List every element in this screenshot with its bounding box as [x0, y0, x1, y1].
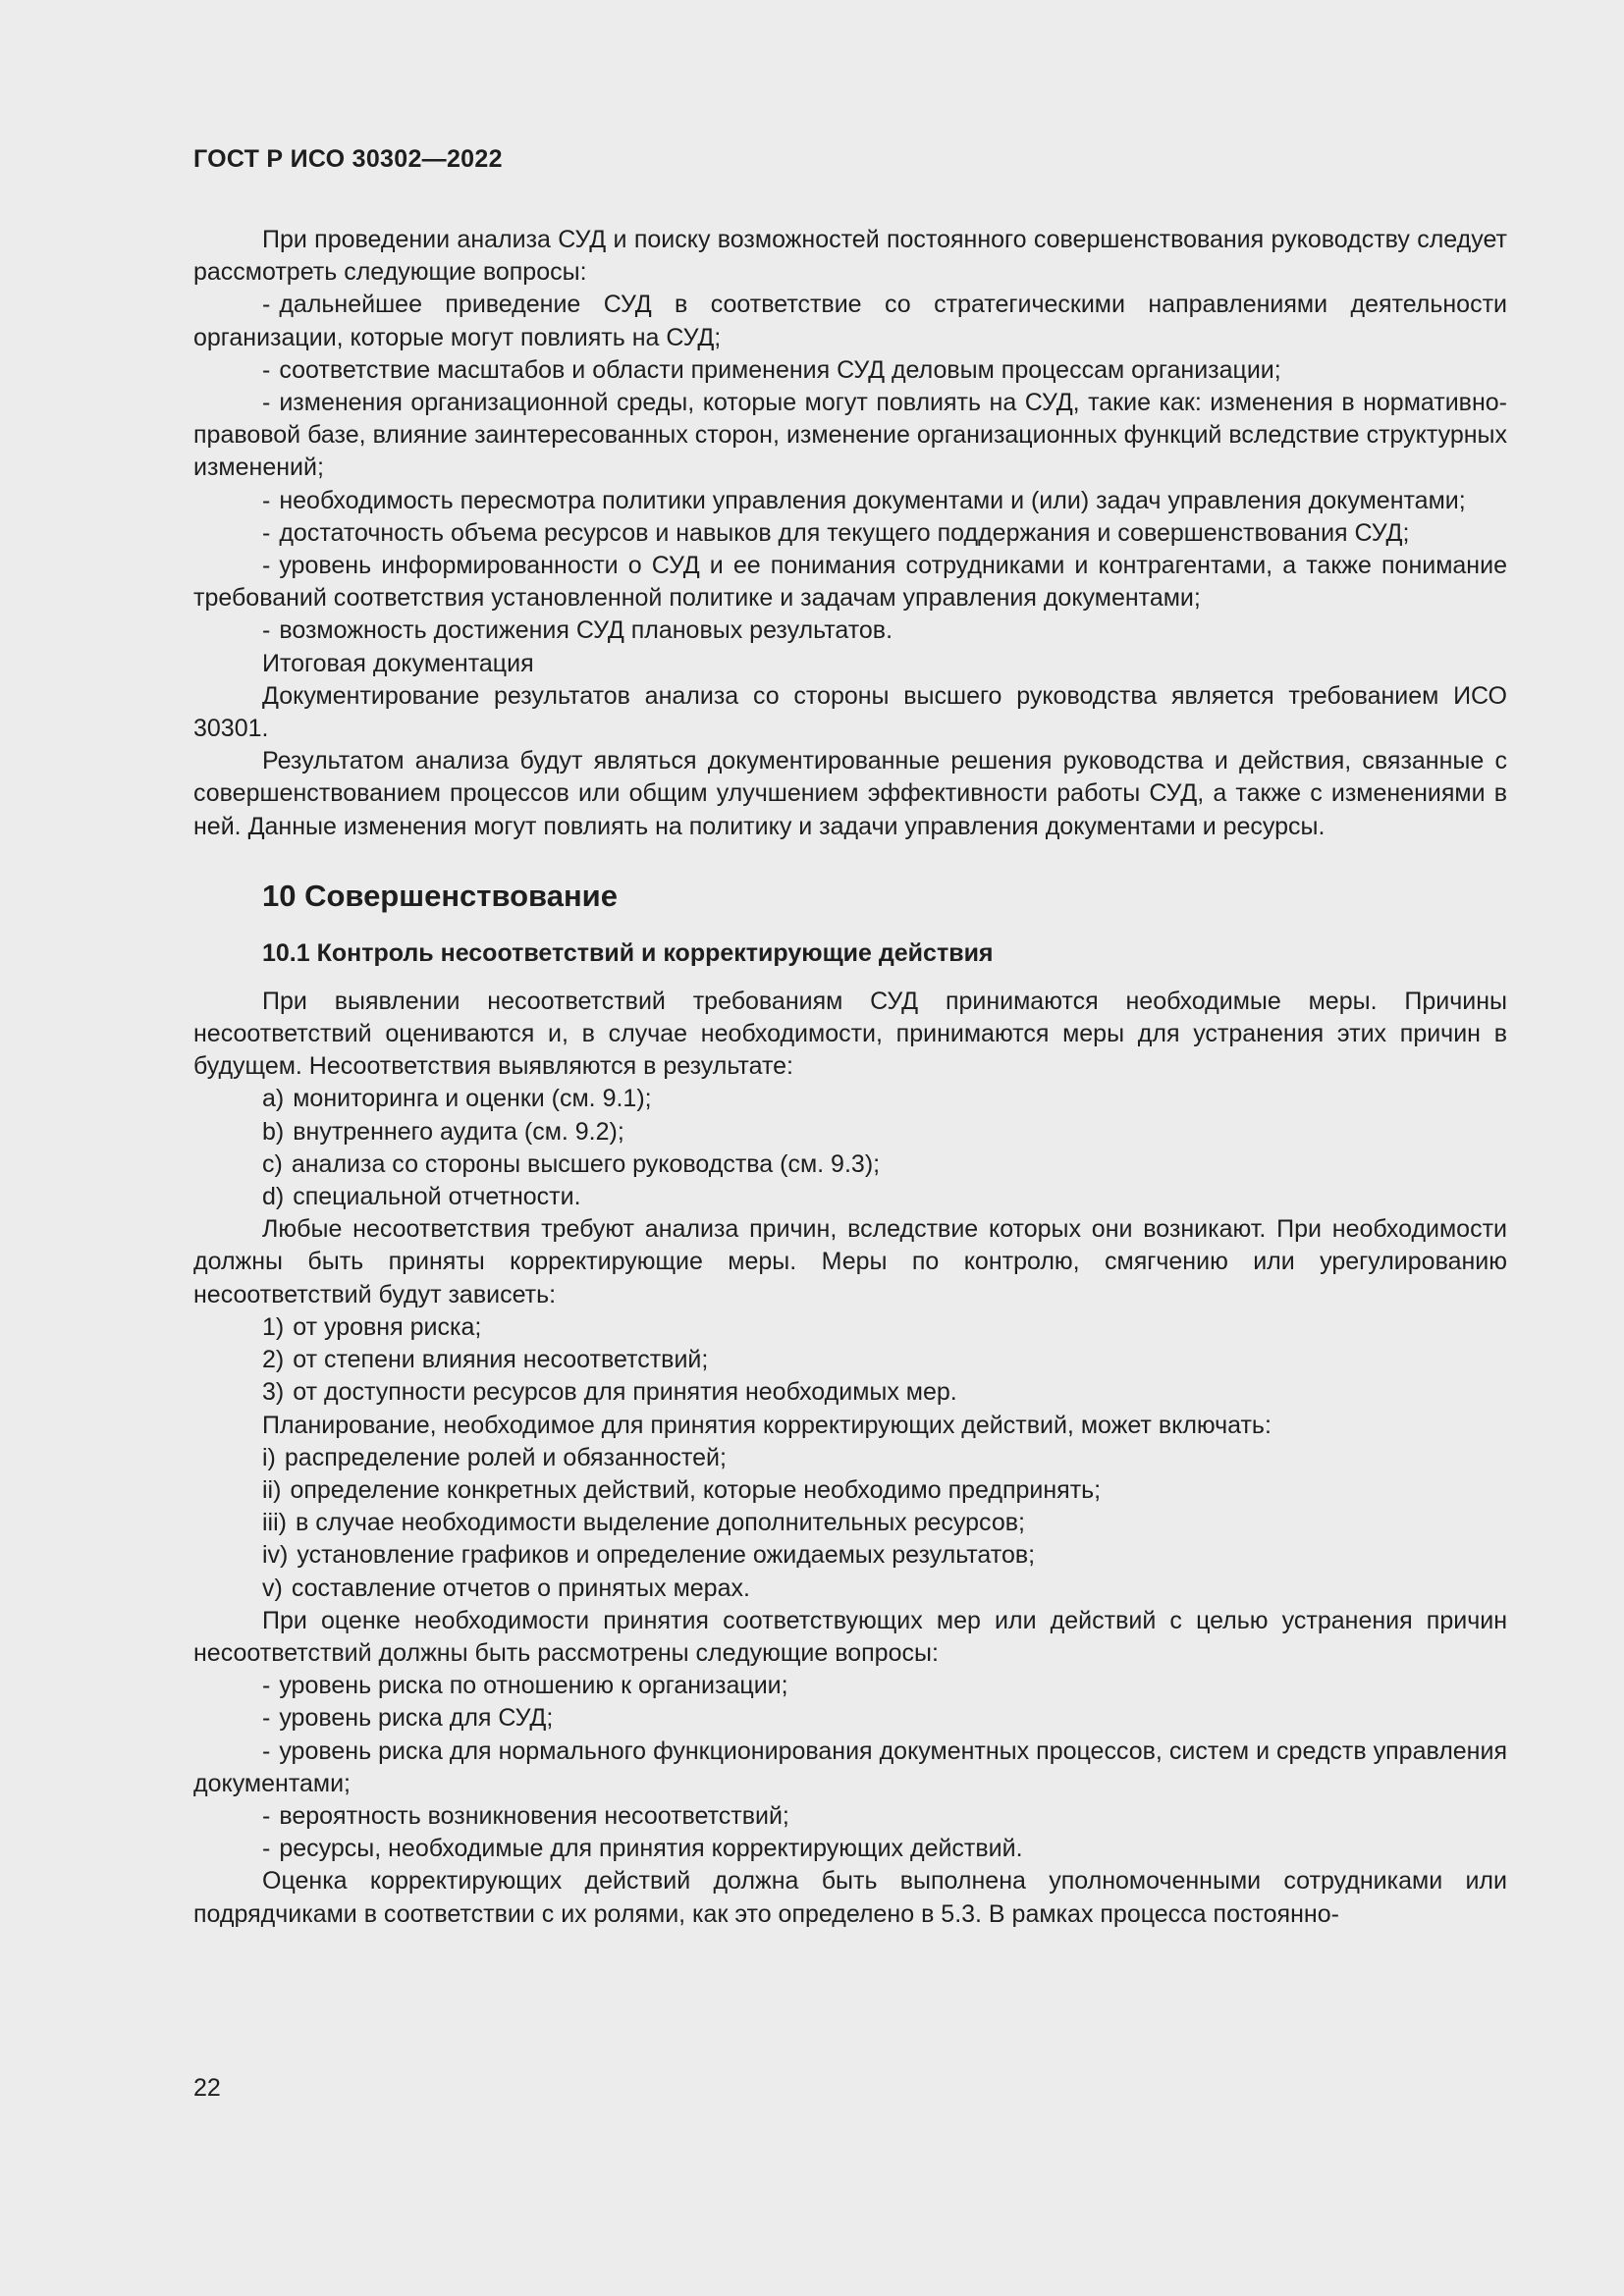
subsection-heading: 10.1 Контроль несоответствий и корректирующие действия	[262, 938, 994, 967]
bullet-marker: -	[262, 1801, 271, 1830]
bullet-marker: -	[262, 1835, 271, 1863]
list-marker: i)	[262, 1443, 276, 1471]
paragraph: Результатом анализа будут являться документированные решения руководства и действия, связанные с совершенствованием процессов или общим улучшением эффективности работы СУД, а также с изменениями в ней. Данные изменения могут повлиять на политику и задачи управления документами и ресурсы.	[193, 747, 1507, 840]
subheading: Итоговая документация	[262, 649, 534, 677]
list-marker: iii)	[262, 1509, 287, 1537]
bullet-marker: -	[262, 1704, 271, 1733]
list-item-text: от степени влияния несоответствий;	[293, 1346, 709, 1374]
list-item	[193, 1833, 1507, 1865]
page-body	[193, 224, 1507, 1931]
list-item-text: вероятность возникновения несоответствий;	[279, 1801, 789, 1830]
list-item	[193, 1507, 1507, 1539]
paragraph: При оценке необходимости принятия соответствующих мер или действий с целью устранения причин несоответствий должны быть рассмотрены следующие вопросы:	[193, 1606, 1507, 1667]
list-item-text: достаточность объема ресурсов и навыков для текущего поддержания и совершенствования СУД;	[279, 518, 1410, 547]
list-marker: b)	[262, 1117, 285, 1146]
bullet-marker: -	[262, 616, 271, 645]
paragraph: Любые несоответствия требуют анализа причин, вследствие которых они возникают. При необходимости должны быть приняты корректирующие меры. Меры по контролю, смягчению или урегулированию несоответствий будут зависеть:	[193, 1215, 1507, 1308]
list-item	[193, 1148, 1507, 1181]
list-item	[193, 1083, 1507, 1115]
list-item	[193, 1702, 1507, 1735]
list-marker: iv)	[262, 1541, 289, 1570]
list-item-text: от уровня риска;	[293, 1312, 482, 1341]
list-marker: a)	[262, 1085, 285, 1113]
list-item-text: возможность достижения СУД плановых результатов.	[279, 616, 893, 645]
list-item-text: составление отчетов о принятых мерах.	[291, 1574, 750, 1602]
list-marker: 2)	[262, 1346, 285, 1374]
list-item-text: уровень риска для нормального функционирования документных процессов, систем и средств управления документами;	[193, 1736, 1507, 1797]
list-item	[193, 1344, 1507, 1376]
list-item	[193, 289, 1507, 353]
list-item-text: в случае необходимости выделение дополнительных ресурсов;	[296, 1509, 1025, 1537]
list-item-text: уровень риска для СУД;	[279, 1704, 554, 1733]
bullet-marker: -	[262, 1736, 271, 1765]
list-item-text: ресурсы, необходимые для принятия корректирующих действий.	[279, 1835, 1023, 1863]
list-item-text: уровень риска по отношению к организации;	[279, 1672, 788, 1700]
paragraph: Планирование, необходимое для принятия корректирующих действий, может включать:	[262, 1411, 1272, 1439]
list-item	[193, 1735, 1507, 1800]
bullet-marker: -	[262, 355, 271, 384]
bullet-marker: -	[262, 291, 271, 319]
list-marker: v)	[262, 1574, 283, 1602]
list-marker: 1)	[262, 1312, 285, 1341]
list-item-text: определение конкретных действий, которые необходимо предпринять;	[290, 1475, 1102, 1504]
paragraph: При проведении анализа СУД и поиску возможностей постоянного совершенствования руководству следует рассмотреть следующие вопросы:	[193, 226, 1507, 287]
list-item-text: дальнейшее приведение СУД в соответствие со стратегическими направлениями деятельности организации, которые могут повлиять на СУД;	[193, 291, 1507, 351]
section-heading: 10 Совершенствование	[262, 878, 618, 913]
list-item-text: уровень информированности о СУД и ее понимания сотрудниками и контрагентами, а также понимание требований соответствия установленной политике и задачам управления документами;	[193, 552, 1507, 613]
list-item-text: от доступности ресурсов для принятия необходимых мер.	[293, 1378, 957, 1407]
document-header: ГОСТ Р ИСО 30302—2022	[193, 145, 503, 173]
list-item	[193, 485, 1507, 517]
list-item	[193, 1442, 1507, 1474]
list-item	[193, 614, 1507, 647]
bullet-marker: -	[262, 1672, 271, 1700]
bullet-marker: -	[262, 518, 271, 547]
bullet-marker: -	[262, 552, 271, 580]
list-marker: ii)	[262, 1475, 282, 1504]
list-item-text: мониторинга и оценки (см. 9.1);	[293, 1085, 652, 1113]
list-item	[193, 1116, 1507, 1148]
list-marker: c)	[262, 1149, 283, 1178]
list-item-text: соответствие масштабов и области применения СУД деловым процессам организации;	[279, 355, 1281, 384]
list-item	[193, 1670, 1507, 1702]
bullet-marker: -	[262, 486, 271, 514]
list-item	[193, 1181, 1507, 1213]
list-marker: 3)	[262, 1378, 285, 1407]
list-item	[193, 550, 1507, 614]
list-item	[193, 517, 1507, 550]
list-item	[193, 354, 1507, 387]
list-item	[193, 1311, 1507, 1344]
bullet-marker: -	[262, 389, 271, 417]
list-item	[193, 1573, 1507, 1605]
list-item	[193, 1376, 1507, 1409]
list-item	[193, 387, 1507, 485]
list-item-text: распределение ролей и обязанностей;	[284, 1443, 727, 1471]
list-item	[193, 1800, 1507, 1833]
list-item-text: необходимость пересмотра политики управления документами и (или) задач управления документами;	[279, 486, 1466, 514]
paragraph: Документирование результатов анализа со стороны высшего руководства является требованием ИСО 30301.	[193, 681, 1507, 743]
page-number: 22	[193, 2074, 221, 2102]
list-item-text: изменения организационной среды, которые могут повлиять на СУД, такие как: изменения в нормативно-правовой базе, влияние заинтересованных сторон, изменение организационных функций вследствие структурных изменений;	[193, 389, 1507, 482]
list-marker: d)	[262, 1183, 285, 1211]
list-item	[193, 1539, 1507, 1572]
paragraph: Оценка корректирующих действий должна быть выполнена уполномоченными сотрудниками или подрядчиками в соответствии с их ролями, как это определено в 5.3. В рамках процесса постоянно-	[193, 1867, 1507, 1928]
list-item-text: внутреннего аудита (см. 9.2);	[293, 1117, 624, 1146]
paragraph: При выявлении несоответствий требованиям СУД принимаются необходимые меры. Причины несоответствий оцениваются и, в случае необходимости, принимаются меры для устранения этих причин в будущем. Несоответствия выявляются в результате:	[193, 987, 1507, 1081]
list-item-text: установление графиков и определение ожидаемых результатов;	[297, 1541, 1036, 1570]
list-item-text: анализа со стороны высшего руководства (см. 9.3);	[291, 1149, 881, 1178]
list-item	[193, 1474, 1507, 1507]
list-item-text: специальной отчетности.	[293, 1183, 581, 1211]
